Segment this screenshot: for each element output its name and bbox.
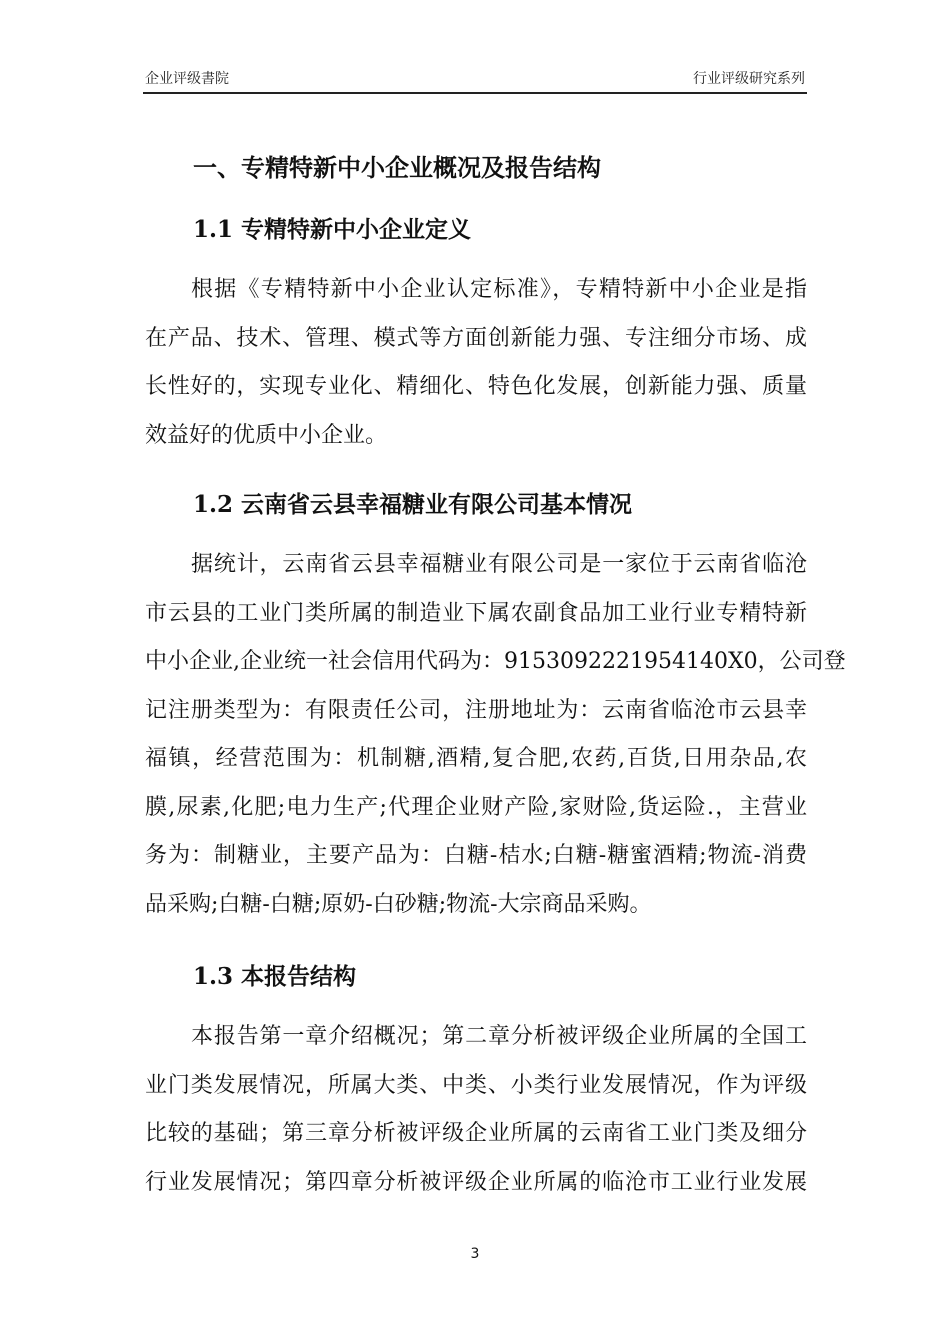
text-line: 品采购;白糖-白糖;原奶-白砂糖;物流-大宗商品采购。 [145,891,652,917]
header-right: 行业评级研究系列 [693,71,805,87]
text-line: 业门类发展情况，所属大类、中类、小类行业发展情况，作为评级 [145,1072,807,1098]
text-line: 据统计，云南省云县幸福糖业有限公司是一家位于云南省临沧 [191,552,807,577]
text-line: 在产品、技术、管理、模式等方面创新能力强、专注细分市场、成 [145,325,807,351]
chapter-title: 一、专精特新中小企业概况及报告结构 [193,153,601,182]
text-line: 务为：制糖业，主要产品为：白糖-桔水;白糖-糖蜜酒精;物流-消费 [145,843,807,868]
text-line: 记注册类型为：有限责任公司，注册地址为：云南省临沧市云县幸 [145,697,807,723]
section-1-2-paragraph [145,541,846,929]
text-line: 长性好的，实现专业化、精细化、特色化发展，创新能力强、质量 [145,374,807,399]
text-line: 福镇，经营范围为：机制糖,酒精,复合肥,农药,百货,日用杂品,农 [145,746,807,771]
section-1-1-title: 1.1 专精特新中小企业定义 [193,216,472,243]
text-line: 比较的基础；第三章分析被评级企业所属的云南省工业门类及细分 [145,1121,807,1146]
section-1-2-title: 1.2 云南省云县幸福糖业有限公司基本情况 [193,491,633,518]
header-left: 企业评级書院 [145,71,229,87]
text-line: 效益好的优质中小企业。 [145,422,388,448]
text-line: 中小企业,企业统一社会信用代码为：9153092221954140X0，公司登 [145,649,846,674]
section-1-3-paragraph [145,1013,807,1207]
section-1-1-paragraph [145,266,807,460]
text-line: 市云县的工业门类所属的制造业下属农副食品加工业行业专精特新 [145,600,807,626]
text-line: 本报告第一章介绍概况；第二章分析被评级企业所属的全国工 [191,1024,807,1049]
text-line: 根据《专精特新中小企业认定标准》，专精特新中小企业是指 [191,277,807,302]
header-rule [143,92,807,94]
text-line: 行业发展情况；第四章分析被评级企业所属的临沧市工业行业发展 [145,1169,807,1195]
section-1-3-title: 1.3 本报告结构 [193,963,357,990]
page-number: 3 [470,1246,480,1262]
text-line: 膜,尿素,化肥;电力生产;代理企业财产险,家财险,货运险.，主营业 [145,794,807,820]
